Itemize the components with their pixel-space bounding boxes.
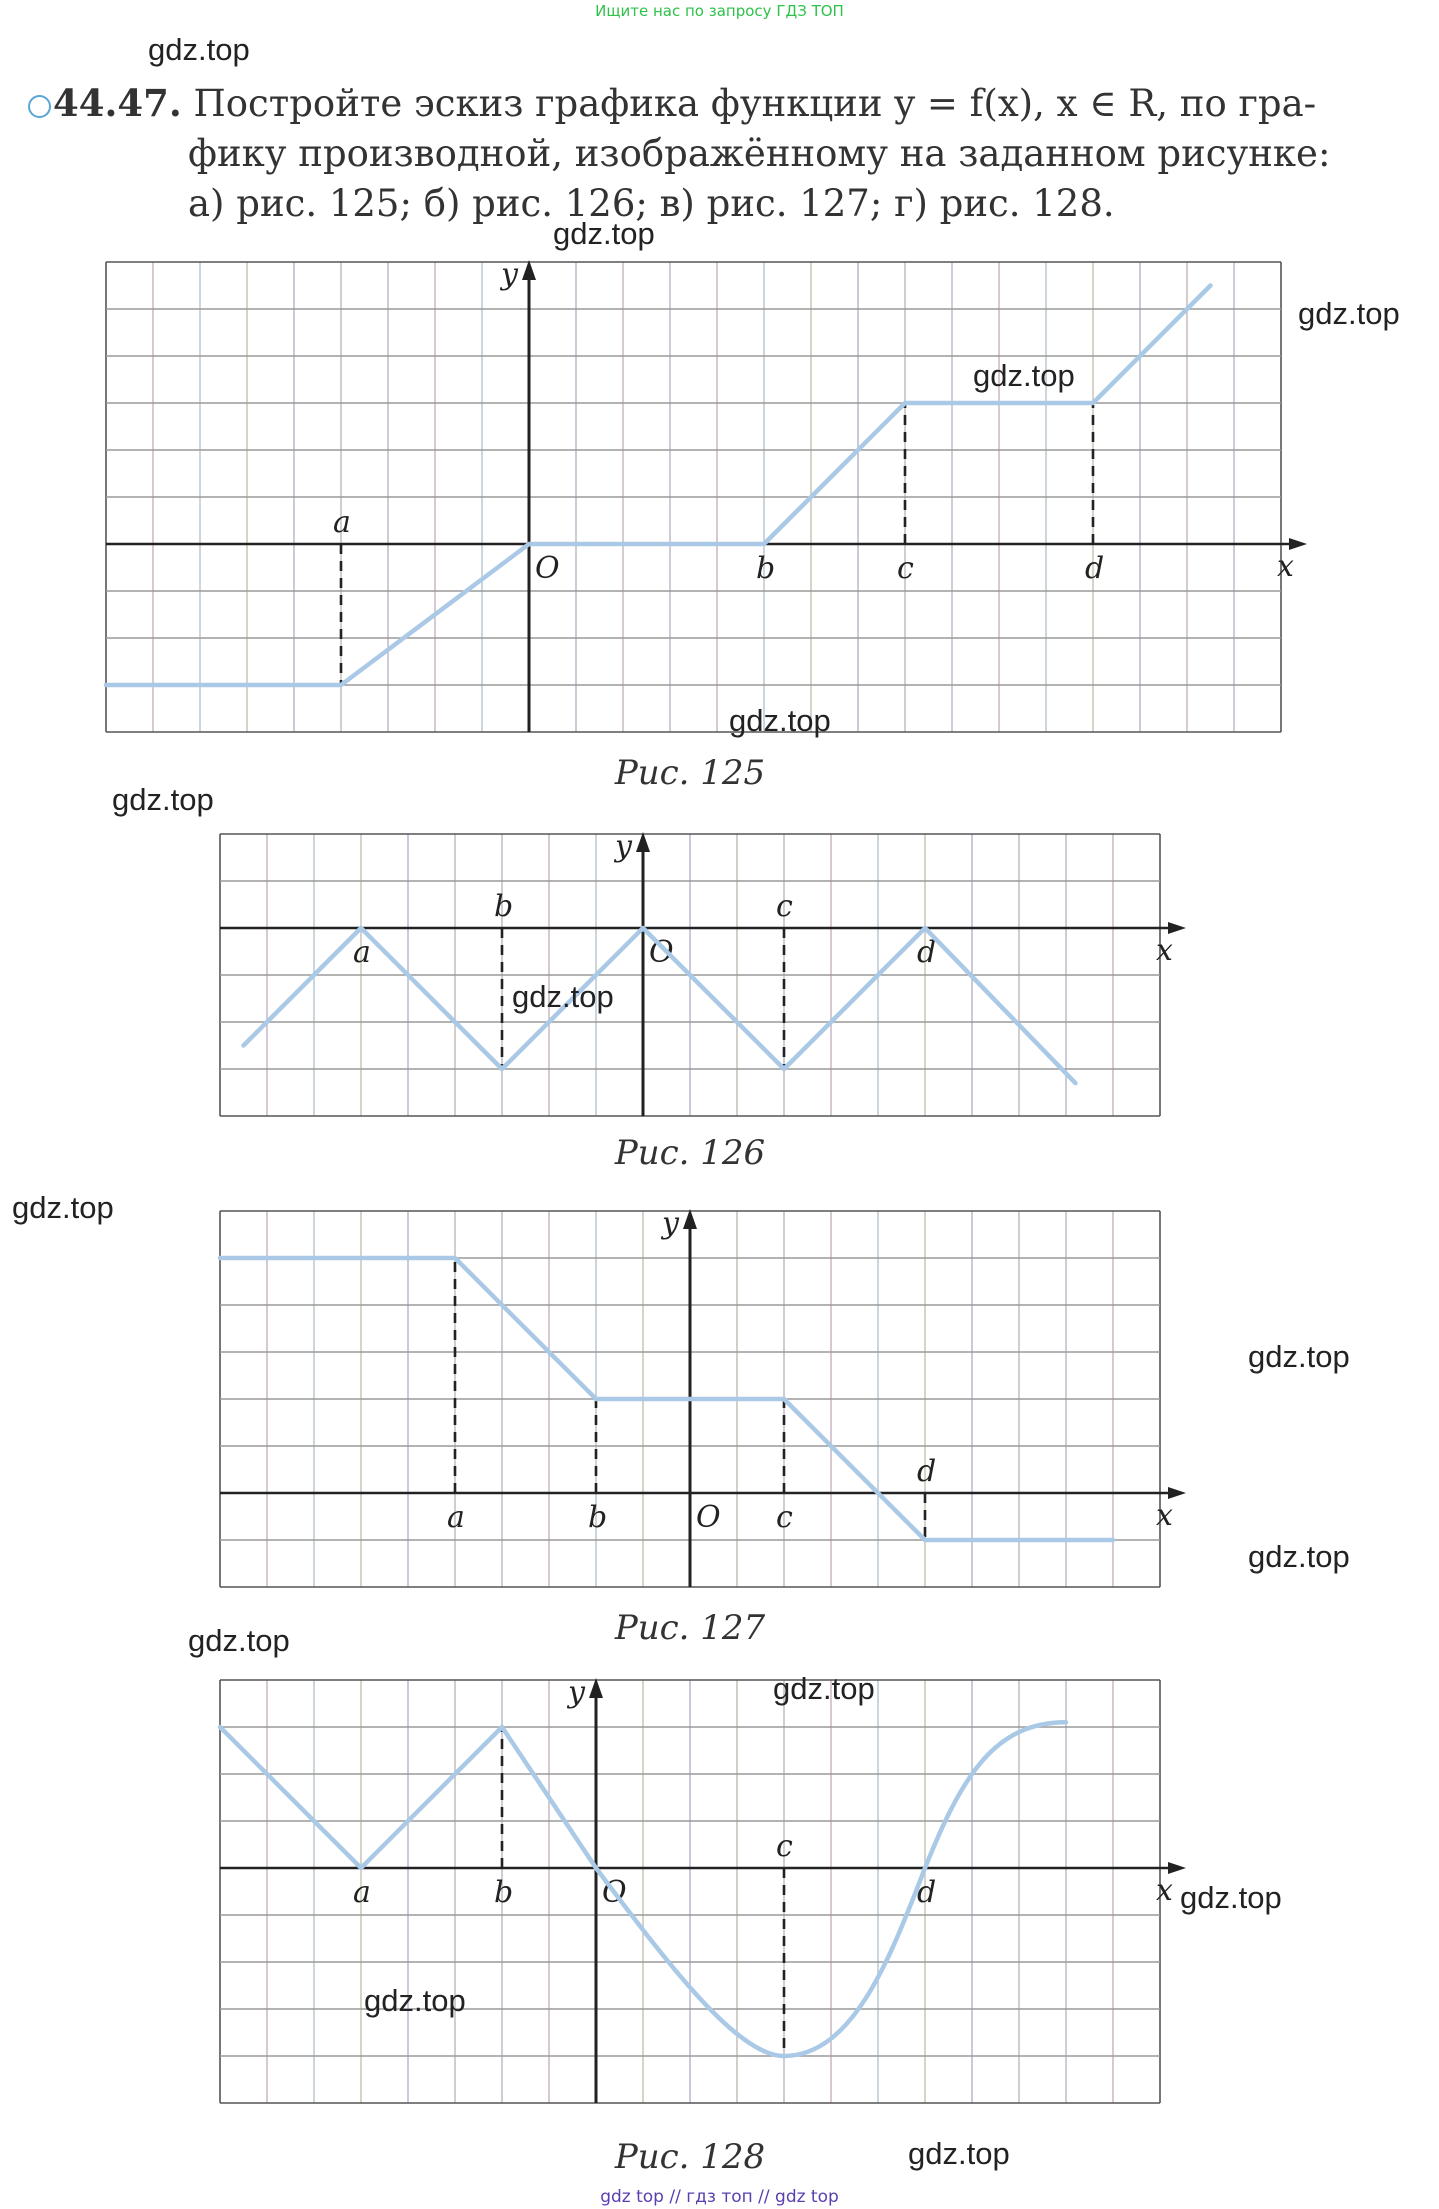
origin-label: O xyxy=(535,551,560,586)
point-label-a: a xyxy=(333,505,351,540)
y-axis-arrow-icon xyxy=(636,832,650,852)
watermark: gdz.top xyxy=(553,216,655,251)
problem-marker-icon xyxy=(28,95,51,118)
origin-label: O xyxy=(649,935,674,970)
function-curve xyxy=(106,286,1211,686)
watermark: gdz.top xyxy=(973,358,1075,393)
point-label-d: d xyxy=(917,1875,937,1910)
point-label-b: b xyxy=(588,1500,608,1535)
watermark: gdz.top xyxy=(512,979,614,1014)
watermark: gdz.top xyxy=(1180,1880,1282,1915)
point-label-b: b xyxy=(494,889,514,924)
figure-127 xyxy=(0,1195,1439,1615)
x-axis-label: x xyxy=(1156,1498,1173,1533)
problem-text xyxy=(28,78,1408,229)
point-label-a: a xyxy=(353,935,371,970)
origin-label: O xyxy=(602,1875,627,1910)
problem-number: 44.47. xyxy=(53,81,182,125)
figure-126-caption: Рис. 126 xyxy=(614,1133,766,1173)
y-axis-label: y xyxy=(501,257,518,292)
y-axis-arrow-icon xyxy=(589,1678,603,1698)
x-axis-label: x xyxy=(1156,1873,1173,1908)
point-label-c: c xyxy=(776,1500,793,1535)
y-axis-label: y xyxy=(568,1675,585,1710)
figure-125 xyxy=(0,250,1439,770)
watermark: gdz.top xyxy=(188,1623,290,1658)
watermark: gdz.top xyxy=(773,1671,875,1706)
point-label-d: d xyxy=(1085,551,1105,586)
figure-125-caption: Рис. 125 xyxy=(614,753,766,793)
watermark: gdz.top xyxy=(729,703,831,738)
problem-line-2: фику производной, изображённому на заданном рисунке: xyxy=(188,132,1331,175)
figure-127-caption: Рис. 127 xyxy=(614,1608,766,1648)
watermark: gdz.top xyxy=(112,782,214,817)
watermark: gdz.top xyxy=(148,32,250,67)
watermark: gdz.top xyxy=(1298,296,1400,331)
figure-128-caption: Рис. 128 xyxy=(614,2137,766,2177)
point-label-c: c xyxy=(897,551,914,586)
point-label-a: a xyxy=(353,1875,371,1910)
problem-line-1: Постройте эскиз графика функции y = f(x), x ∈ R, по гра- xyxy=(193,82,1317,125)
origin-label: O xyxy=(696,1500,721,1535)
x-axis-label: x xyxy=(1277,549,1294,584)
x-axis-label: x xyxy=(1156,933,1173,968)
point-label-c: c xyxy=(776,1829,793,1864)
figure-126 xyxy=(0,820,1439,1140)
point-label-c: c xyxy=(776,889,793,924)
y-axis-arrow-icon xyxy=(683,1209,697,1229)
y-axis-arrow-icon xyxy=(522,260,536,280)
watermark: gdz.top xyxy=(364,1983,466,2018)
watermark: gdz.top xyxy=(908,2136,1010,2171)
watermark: gdz.top xyxy=(1248,1539,1350,1574)
watermark: gdz.top xyxy=(12,1190,114,1225)
footer-links[interactable]: gdz top // гдз топ // gdz top xyxy=(600,2187,839,2207)
point-label-d: d xyxy=(917,935,937,970)
problem-line-3: а) рис. 125; б) рис. 126; в) рис. 127; г) рис. 128. xyxy=(188,182,1115,225)
point-label-a: a xyxy=(447,1500,465,1535)
point-label-b: b xyxy=(756,551,776,586)
point-label-d: d xyxy=(917,1454,937,1489)
y-axis-label: y xyxy=(662,1206,679,1241)
y-axis-label: y xyxy=(615,829,632,864)
watermark: gdz.top xyxy=(1248,1339,1350,1374)
search-banner[interactable]: Ищите нас по запросу ГДЗ ТОП xyxy=(595,2,844,20)
point-label-b: b xyxy=(494,1875,514,1910)
